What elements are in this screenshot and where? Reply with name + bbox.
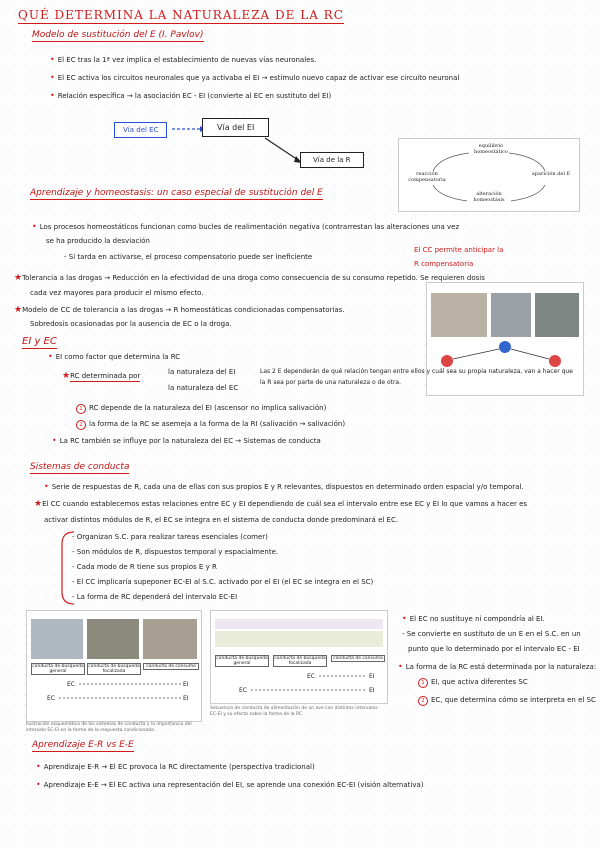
right-timelines [211,611,387,703]
right-note-4: • La forma de la RC está determinada por la naturaleza: [398,662,597,671]
section-heading-substitution: Modelo de sustitución del E (I. Pavlov) [32,30,204,40]
section-heading-ei-ec: EI y EC [22,336,57,347]
right-note-1: • El EC no sustituye ni compondría al EI. [402,614,545,623]
s3-note-1: Las 2 E dependerán de qué relación tengan entre ellos y cuál sea su propia naturaleza, van a hacer que [260,368,573,375]
via-ei-box: Vía del EI [202,118,269,137]
cycle-right: aparición del E [531,171,571,177]
section-heading-behavior-systems: Sistemas de conducta [30,462,130,472]
cycle-bottom: alteración homeostásis [473,191,505,203]
left-label-3: conducta de consumo [143,663,199,670]
drug-diagram [427,283,583,395]
s2-line-7: Sobredosis ocasionadas por la ausencia de EC o la droga. [30,320,232,328]
behavior-figure-left [26,610,202,722]
left-label-2: conducta de búsqueda focalizada [88,664,140,674]
section-heading-er-ee: Aprendizaje E-R vs E-E [32,740,134,750]
right-label-1: conducta de búsqueda general [216,656,268,666]
s4-bullet-2: ★El CC cuando establecemos estas relaciones entre EC y EI dependiendo de cuál sea el intervalo entre ese EC y EI lo que vamos a hacer es [34,499,528,509]
caption-right: Secuencia de conducta de alimentación de un ave con distintos intervalos EC-EI y su efecto sobre la forma de la RC. [210,706,378,717]
right-ei-1: EI [369,673,375,680]
behavior-figure-right [210,610,388,704]
right-note-5: 1 EI, que activa diferentes SC [418,678,528,688]
s3-note-2: la R sea por parte de una naturaleza o de otra. [260,379,402,386]
right-ei-2: EI [369,687,375,694]
left-label-1: conducta de búsqueda general [32,664,84,674]
s3-circle-1: 1 RC depende de la naturaleza del EI (ascensor no implica salivación) [76,404,326,414]
via-r-box: Vía de la R [300,152,364,168]
s3-line-2a: ★RC determinada por [62,371,141,381]
s2-line-2: se ha producido la desviación [46,237,150,245]
cycle-top: equilibrio homeostático [474,143,508,155]
left-ei-1: EI [183,681,189,688]
section-heading-homeostasis: Aprendizaje y homeostasis: un caso especial de sustitución del E [30,188,323,198]
left-timelines [27,611,201,721]
s2-line-4: ★Tolerancia a las drogas → Reducción en la efectividad de una droga como consecuencia de su consumo repetido. Se requieren dosis [14,273,485,283]
s2-line-5: cada vez mayores para producir el mismo efecto. [30,289,204,297]
s3-line-2c: la naturaleza del EC [168,384,239,392]
right-note-2: - Se convierte en sustituto de un E en el S.C. en un [402,630,581,638]
left-ec-1: EC [67,681,75,688]
s5-bullet-2: • Aprendizaje E-E → El EC activa una representación del EI, se aprende una conexión EC-EI (visión alternativa) [36,780,424,789]
s1-bullet-3: • Relación específica → la asociación EC - EI (convierte al EC en sustituto del EI) [50,91,332,100]
s3-line-1: • EI como factor que determina la RC [48,352,181,361]
s2-line-3: - Si tarda en activarse, el proceso compensatorio puede ser ineficiente [64,253,313,261]
s4-dash-1: - Organizan S.C. para realizar tareas esenciales (comer) [72,533,268,541]
s4-dash-3: - Cada modo de R tiene sus propios E y R [72,563,217,571]
s4-dash-5: - La forma de RC dependerá del intervalo EC-EI [72,593,238,601]
s3-circle-2: 2 la forma de la RC se asemeja a la forma de la RI (salivación → salivación) [76,420,345,430]
s4-bullet-3: activar distintos módulos de R, el EC se integra en el sistema de conducta donde predominará el EC. [44,516,399,524]
right-ec-2: EC [239,687,247,694]
s3-line-2b: la naturaleza del EI [168,368,236,376]
left-ec-2: EC [47,695,55,702]
left-ei-2: EI [183,695,189,702]
s2-side-note-2: R compensatoria [414,260,474,268]
right-note-6: 2 EC, que determina cómo se interpreta en el SC [418,696,596,706]
caption-left: Ilustración esquemática de los sistemas de conducta y la importancia del intervalo EC-EI en la forma de la respuesta condicionada. [26,722,192,733]
cycle-left: reacción compensatoria [408,171,446,183]
drug-tolerance-figure [426,282,584,396]
homeostasis-cycle-figure [398,138,580,212]
right-note-3: punto que lo determinado por el intervalo EC - EI [408,645,580,653]
s4-dash-4: - El CC implicaría supeponer EC-EI al S.C. activado por el EI (el EC se integra en el SC) [72,578,374,586]
via-ec-box: Vía del EC [114,122,167,138]
s4-dash-2: - Son módulos de R, dispuestos temporal y espacialmente. [72,548,279,556]
right-ec-1: EC [307,673,315,680]
s2-side-note-1: El CC permite anticipar la [414,246,504,254]
s3-line-3: • La RC también se influye por la naturaleza del EC → Sistemas de conducta [52,436,321,445]
s1-bullet-1: • El EC tras la 1ª vez implica el establecimiento de nuevas vías neuronales. [50,55,317,64]
s1-bullet-2: • El EC activa los circuitos neuronales que ya activaba el EI → estímulo nuevo capaz de activar ese circuito neuronal [50,73,460,82]
s5-bullet-1: • Aprendizaje E-R → El EC provoca la RC directamente (perspectiva tradicional) [36,762,315,771]
right-label-2: conducta de búsqueda focalizada [274,656,326,666]
page-title: QUÉ DETERMINA LA NATURALEZA DE LA RC [18,8,344,22]
s2-line-6: ★Modelo de CC de tolerancia a las drogas → R homeostáticas condicionadas compensatorias. [14,305,345,315]
s2-line-1: • Los procesos homeostáticos funcionan como bucles de realimentación negativa (contrarrestan las alteraciones una vez [32,222,460,231]
s4-bullet-1: • Serie de respuestas de R, cada una de ellas con sus propios E y R relevantes, dispuestos en determinado orden espacial y/o temporal. [44,482,524,491]
right-label-3: conducta de consumo [331,655,385,662]
